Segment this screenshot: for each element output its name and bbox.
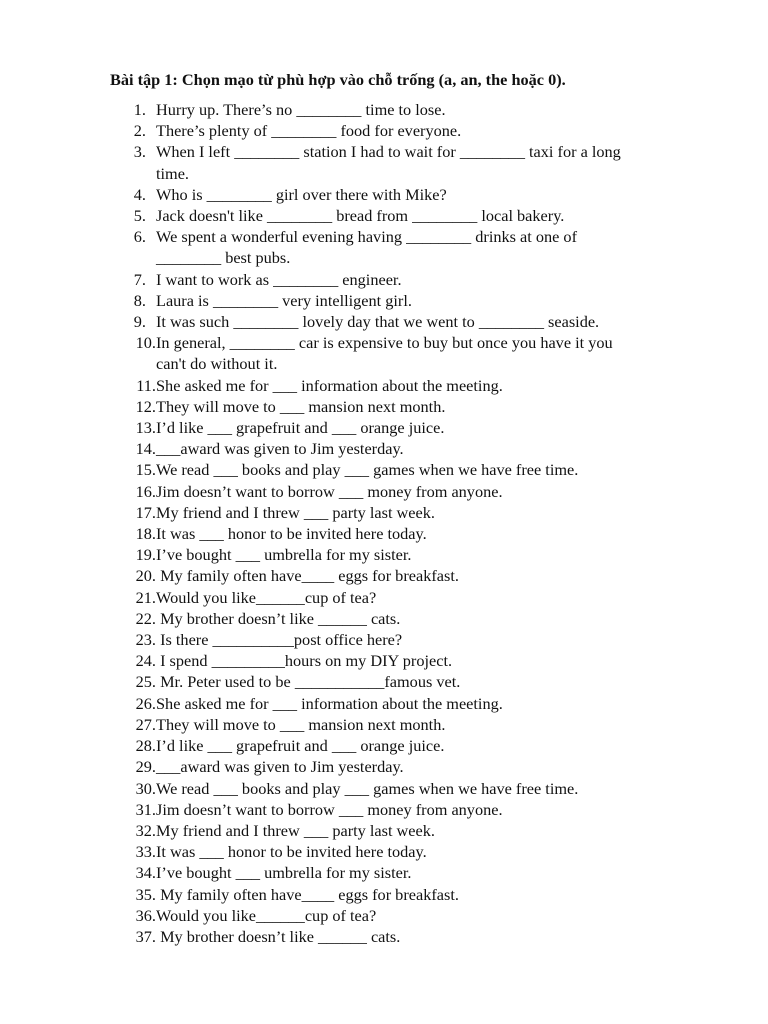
exercise-line <box>0 311 621 332</box>
exercise-number: 30. <box>135 778 156 798</box>
exercise-line <box>0 608 621 629</box>
exercise-text: There’s plenty of ________ food for everyone. <box>156 121 462 141</box>
exercise-number: 29. <box>135 757 156 777</box>
exercise-text: We spent a wonderful evening having ________ drinks at one of <box>156 227 577 247</box>
exercise-item <box>0 650 621 671</box>
exercise-item <box>0 481 621 502</box>
exercise-number: 27. <box>135 714 156 734</box>
exercise-number: 22. <box>135 608 156 628</box>
exercise-line <box>0 417 621 438</box>
exercise-item <box>0 502 621 523</box>
exercise-text: They will move to ___ mansion next month. <box>156 714 446 734</box>
exercise-number: 8. <box>133 290 146 310</box>
exercise-text: It was ___ honor to be invited here today. <box>156 524 427 544</box>
exercise-item <box>0 884 621 905</box>
exercise-item <box>0 799 621 820</box>
exercise-number: 31. <box>135 799 156 819</box>
exercise-item <box>0 820 621 841</box>
exercise-line <box>0 587 621 608</box>
exercise-item <box>0 693 621 714</box>
exercise-text: My family often have____ eggs for breakfast. <box>156 884 459 904</box>
exercise-line <box>0 714 621 735</box>
exercise-number: 36. <box>135 905 156 925</box>
exercise-text: ___award was given to Jim yesterday. <box>156 439 404 459</box>
exercise-text: She asked me for ___ information about the meeting. <box>156 375 503 395</box>
exercise-number: 6. <box>133 227 146 247</box>
exercise-item <box>0 332 621 374</box>
exercise-number: 32. <box>135 820 156 840</box>
exercise-item <box>0 544 621 565</box>
exercise-text: ___award was given to Jim yesterday. <box>156 757 404 777</box>
exercise-item <box>0 841 621 862</box>
exercise-line <box>0 778 621 799</box>
exercise-line <box>0 375 621 396</box>
exercise-item <box>0 459 621 480</box>
exercise-text: My brother doesn’t like ______ cats. <box>156 926 401 946</box>
exercise-text: I want to work as ________ engineer. <box>156 269 402 289</box>
exercise-line <box>0 502 621 523</box>
exercise-item <box>0 862 621 883</box>
exercise-line <box>0 650 621 671</box>
exercise-item <box>0 756 621 777</box>
exercise-number: 3. <box>133 142 146 162</box>
exercise-text: In general, ________ car is expensive to buy but once you have it you <box>156 333 613 353</box>
exercise-number: 15. <box>135 460 156 480</box>
exercise-line <box>0 820 621 841</box>
exercise-line <box>0 120 621 141</box>
exercise-line <box>0 544 621 565</box>
exercise-text: My family often have____ eggs for breakfast. <box>156 566 459 586</box>
exercise-number: 35. <box>135 884 156 904</box>
exercise-item <box>0 523 621 544</box>
exercise-item <box>0 905 621 926</box>
exercise-number: 24. <box>135 651 156 671</box>
exercise-line <box>0 756 621 777</box>
exercise-line <box>0 841 621 862</box>
exercise-line <box>0 884 621 905</box>
exercise-line <box>0 671 621 692</box>
exercise-item <box>0 184 621 205</box>
exercise-text: It was such ________ lovely day that we went to ________ seaside. <box>156 312 600 332</box>
exercise-number: 20. <box>135 566 156 586</box>
exercise-item <box>0 735 621 756</box>
exercise-text-continuation: ________ best pubs. <box>156 248 291 268</box>
exercise-number: 33. <box>135 842 156 862</box>
exercise-item <box>0 141 621 183</box>
exercise-number: 37. <box>135 926 156 946</box>
exercise-text: Laura is ________ very intelligent girl. <box>156 290 412 310</box>
exercise-number: 11. <box>136 375 156 395</box>
exercise-number: 13. <box>135 418 156 438</box>
exercise-text: Would you like______cup of tea? <box>156 905 377 925</box>
exercise-line <box>0 862 621 883</box>
exercise-item <box>0 99 621 120</box>
exercise-text: Who is ________ girl over there with Mike? <box>156 184 447 204</box>
exercise-line <box>0 438 621 459</box>
exercise-text: My friend and I threw ___ party last week. <box>156 502 435 522</box>
exercise-number: 12. <box>135 396 156 416</box>
exercise-line <box>0 205 621 226</box>
exercise-number: 23. <box>135 630 156 650</box>
exercise-number: 18. <box>135 524 156 544</box>
exercise-number: 17. <box>135 502 156 522</box>
exercise-number: 19. <box>135 545 156 565</box>
exercise-number: 25. <box>135 672 156 692</box>
exercise-line <box>0 226 621 247</box>
exercise-text: We read ___ books and play ___ games when we have free time. <box>156 460 579 480</box>
exercise-number: 26. <box>135 693 156 713</box>
exercise-text: My friend and I threw ___ party last week. <box>156 820 435 840</box>
exercise-number: 21. <box>135 587 156 607</box>
exercise-line <box>0 396 621 417</box>
exercise-text: I’ve bought ___ umbrella for my sister. <box>156 545 412 565</box>
exercise-item <box>0 311 621 332</box>
exercise-line <box>0 565 621 586</box>
exercise-line <box>0 459 621 480</box>
exercise-item <box>0 205 621 226</box>
exercise-number: 28. <box>135 736 156 756</box>
exercise-item <box>0 608 621 629</box>
exercise-number: 1. <box>133 100 146 119</box>
exercise-item <box>0 417 621 438</box>
exercise-list <box>0 99 621 947</box>
exercise-number: 34. <box>135 863 156 883</box>
exercise-item <box>0 396 621 417</box>
exercise-text: It was ___ honor to be invited here today. <box>156 842 427 862</box>
exercise-item <box>0 778 621 799</box>
exercise-text: Hurry up. There’s no ________ time to lose. <box>156 100 446 119</box>
exercise-number: 2. <box>133 121 146 141</box>
exercise-item <box>0 438 621 459</box>
exercise-line <box>0 99 621 120</box>
exercise-item <box>0 587 621 608</box>
exercise-number: 7. <box>133 269 146 289</box>
exercise-text: Jim doesn’t want to borrow ___ money from anyone. <box>156 481 503 501</box>
exercise-line <box>0 290 621 311</box>
exercise-text: Mr. Peter used to be ___________famous vet. <box>156 672 461 692</box>
exercise-line <box>0 481 621 502</box>
exercise-item <box>0 926 621 947</box>
exercise-line <box>0 693 621 714</box>
exercise-line <box>0 332 621 353</box>
exercise-text: I’d like ___ grapefruit and ___ orange juice. <box>156 418 445 438</box>
exercise-text: I’ve bought ___ umbrella for my sister. <box>156 863 412 883</box>
exercise-number: 10. <box>135 333 156 353</box>
exercise-text: I spend _________hours on my DIY project. <box>156 651 453 671</box>
exercise-text: She asked me for ___ information about the meeting. <box>156 693 503 713</box>
exercise-item <box>0 290 621 311</box>
exercise-item <box>0 375 621 396</box>
exercise-line <box>0 735 621 756</box>
exercise-text-continuation: time. <box>156 163 190 183</box>
exercise-text: Jack doesn't like ________ bread from ________ local bakery. <box>156 206 565 226</box>
exercise-item <box>0 714 621 735</box>
exercise-text: When I left ________ station I had to wait for ________ taxi for a long <box>156 142 621 162</box>
exercise-line <box>0 629 621 650</box>
exercise-text: We read ___ books and play ___ games when we have free time. <box>156 778 579 798</box>
exercise-text-continuation: can't do without it. <box>156 354 278 374</box>
exercise-line <box>0 141 621 162</box>
exercise-text: Is there __________post office here? <box>156 630 403 650</box>
exercise-number: 4. <box>133 184 146 204</box>
exercise-number: 5. <box>133 206 146 226</box>
exercise-line <box>0 184 621 205</box>
exercise-item <box>0 269 621 290</box>
exercise-title: Bài tập 1: Chọn mạo từ phù hợp vào chỗ trống (a, an, the hoặc 0). <box>110 70 566 89</box>
exercise-item <box>0 629 621 650</box>
exercise-text: They will move to ___ mansion next month. <box>156 396 446 416</box>
exercise-item <box>0 671 621 692</box>
exercise-text: I’d like ___ grapefruit and ___ orange juice. <box>156 736 445 756</box>
exercise-item <box>0 565 621 586</box>
exercise-text: Would you like______cup of tea? <box>156 587 377 607</box>
exercise-item <box>0 226 621 268</box>
exercise-number: 16. <box>135 481 156 501</box>
exercise-number: 9. <box>133 312 146 332</box>
exercise-number: 14. <box>135 439 156 459</box>
exercise-line <box>0 926 621 947</box>
exercise-line <box>0 523 621 544</box>
exercise-text: Jim doesn’t want to borrow ___ money from anyone. <box>156 799 503 819</box>
exercise-line <box>0 905 621 926</box>
exercise-line <box>0 269 621 290</box>
exercise-text: My brother doesn’t like ______ cats. <box>156 608 401 628</box>
exercise-item <box>0 120 621 141</box>
exercise-line <box>0 799 621 820</box>
